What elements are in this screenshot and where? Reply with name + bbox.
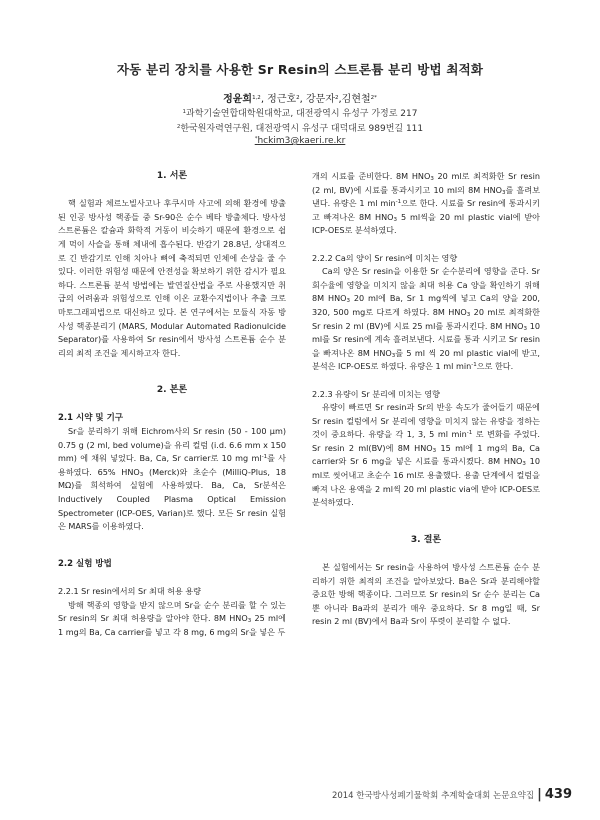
author-4: ,김현철 <box>338 94 371 105</box>
lead-author: 정윤희 <box>223 94 253 105</box>
paper-title: 자동 분리 장치를 사용한 Sr Resin의 스트론튬 분리 방법 최적화 <box>116 62 484 77</box>
subsection-2-2-3-title: 2.2.3 유량이 Sr 분리에 미치는 영향 <box>312 388 440 399</box>
affiliation-1: $^1$과학기술연합대학원대학교, 대전광역시 유성구 가정로 217 <box>182 109 418 119</box>
author-2: , 정근호 <box>260 94 297 105</box>
section-conclusion-title: 3. 결론 <box>410 534 442 545</box>
author-2-sup: 2 <box>296 95 300 101</box>
subsection-2-2-2-title: 2.2.2 Ca의 양이 Sr resin에 미치는 영향 <box>312 252 458 263</box>
subsection-2-2-1-title: 2.2.1 Sr resin에서의 Sr 최대 허용 용량 <box>58 586 202 597</box>
max-capacity-paragraph: 방해 핵종의 영향을 받지 않으며 Sr을 순수 분리를 할 수 있는 Sr resin의 Sr 최대 허용량을 알아야 한다. 8M $HNO_3$ 25 ml에 1 mg의 Ba, Ca carrier를 넣고 각 8 mg, 6 mg의 Sr을 넣은 두 <box>58 599 286 637</box>
page-footer <box>332 787 572 802</box>
section-main-title: 2. 본론 <box>156 385 188 396</box>
intro-paragraph: 핵 실험과 체르노빌사고나 후쿠시마 사고에 의해 환경에 방출된 인공 방사성 핵종들 중 Sr-90은 순수 베타 방출체다. 방사성 스트론튬은 칼슘과 화학적 거동이 비슷하기 때문에 환경으로 쉽게 먹이 사슬을 통해 체내에 흡수된다. 반감기 28.8년, 상대적으로 긴 반감기로 인해 치아나 뼈에 축적되면 인체에 손상을 줄 수 있다. 이러한 위험성 때문에 안전성을 확보하기 위한 감시가 필요하다. 스트론튬 분석 방법에는 발연질산법을 주로 사용했지만 취급의 어려움과 위험성으로 인해 이온 교환수지법이나 추출 크로마토그래피법으로 대신하고 있다. 본 연구에서는 모듈식 자동 방사성 핵종분리기 (MARS, Modular Automated Radionulcide Separator)를 사용하여 Sr resin에서 방사성 스트론튬 순수 분리의 최적 조건을 제시하고자 한다. <box>58 198 286 358</box>
author-3: , 강문자 <box>299 94 335 105</box>
reagents-paragraph: Sr을 분리하기 위해 Eichrom사의 Sr resin (50 - 100 μm) 0.75 g (2 ml, bed volume)을 유리 컬럼 (i.d. 6.6 mm x 150 mm) 에 채워 넣었다. Ba, Ca, Sr carrier로 10 mg $ml^{-1}$를 사용하였다. 65% $HNO_3$ (Merck)와 초순수 (MilliQ-Plus, 18 MΩ)를 희석하여 실험에 사용하였다. Ba, Ca, Sr분석은 Inductively Coupled Plasma Optical Emission Spectrometer (ICP-OES, Varian)로 했다. 모든 Sr resin 실험은 MARS를 이용하였다. <box>58 426 287 532</box>
author-line <box>0 90 600 105</box>
page-number: 439 <box>544 787 572 802</box>
author-3-sup: 2 <box>335 95 339 101</box>
corresponding-email[interactable]: *hckim3@kaeri.re.kr <box>254 136 346 146</box>
left-column <box>58 170 286 639</box>
calcium-paragraph: Ca의 양은 Sr resin을 이용한 Sr 순수분리에 영향을 준다. Sr 회수율에 영향을 미치지 않을 최대 허용 Ca 양을 확인하기 위해 8M $HNO_3$ 20 ml에 Ba, Sr 1 mg씩에 넣고 Ca의 양을 200, 320, 500 mg로 다르게 하였다. 8M $HNO_3$ 20 ml로 최적화한 Sr resin 2 ml (BV)에 시료 25 ml를 통과시킨다. 8M $HNO_3$ 10 ml를 Sr resin에 계속 흘려보낸다. 시료를 통과 시키고 Sr resin 을 빠져나온 8M $HNO_3$를 5 ml 씩 20 ml plastic vial에 받고, 분석은 ICP-OES로 하였다. 유량은 1 ml $\min^{-1}$으로 한다. <box>312 266 541 372</box>
conclusion-paragraph: 본 실험에서는 Sr resin을 사용하여 방사성 스트론튬 순수 분리하기 위한 최적의 조건을 알아보았다. Ba은 Sr과 분리해야할 중요한 방해 핵종이다. 그러므로 Sr resin의 Sr 순수 분리는 Ca 뿐 아니라 Ba과의 분리가 매우 중요하다. Sr 8 mg일 때, Sr resin 2 ml (BV)에서 Ba과 Sr이 뚜렷이 분리할 수 없다. <box>312 562 540 627</box>
footer-text: 2014 한국방사성폐기물학회 추계학술대회 논문요약집 <box>331 790 535 801</box>
subsection-2-1-title: 2.1 시약 및 기구 <box>58 412 123 423</box>
author-4-sup: 2* <box>370 95 377 101</box>
footer-divider: | <box>537 787 542 802</box>
flow-rate-paragraph: 유량이 빠르면 Sr resin과 Sr의 반응 속도가 줄어들기 때문에 Sr resin 컬럼에서 Sr 분리에 영향을 미치지 않는 유량을 정하는 것이 중요하다. 유량을 각 1, 3, 5 ml $\min^{-1}$ 로 변화를 주었다. Sr resin 2 ml(BV)에 8M $HNO_3$ 15 ml에 1 mg의 Ba, Ca carrier와 Sr 6 mg을 넣은 시료를 통과시켰다. 8M $HNO_3$ 10 ml로 씻어내고 초순수 16 ml로 용출했다. 용출 단계에서 컬럼을 빠져 나온 용액을 2 ml씩 20 ml plastic via에 받아 ICP-OES로 분석하였다. <box>312 402 540 508</box>
lead-author-sup: 1,2 <box>252 95 261 101</box>
right-column <box>312 170 540 629</box>
subsection-2-2-title: 2.2 실험 방법 <box>58 558 112 569</box>
section-intro-title: 1. 서론 <box>156 171 188 181</box>
affiliation-2: $^2$한국원자력연구원, 대전광역시 유성구 대덕대로 989번길 111 <box>176 124 424 134</box>
continued-paragraph: 개의 시료를 준비한다. 8M $HNO_3$ 20 ml로 최적화한 Sr resin (2 ml, BV)에 시료를 통과시키고 10 ml의 8M $HNO_3$를 흘려보낸다. 유량은 1 ml $\min^{-1}$으로 한다. 시료를 Sr resin에 통과시키고 빠져나온 8M $HNO_3$ 5 ml씩을 20 ml plastic vial에 받아 ICP-OES로 분석하였다. <box>312 171 540 236</box>
